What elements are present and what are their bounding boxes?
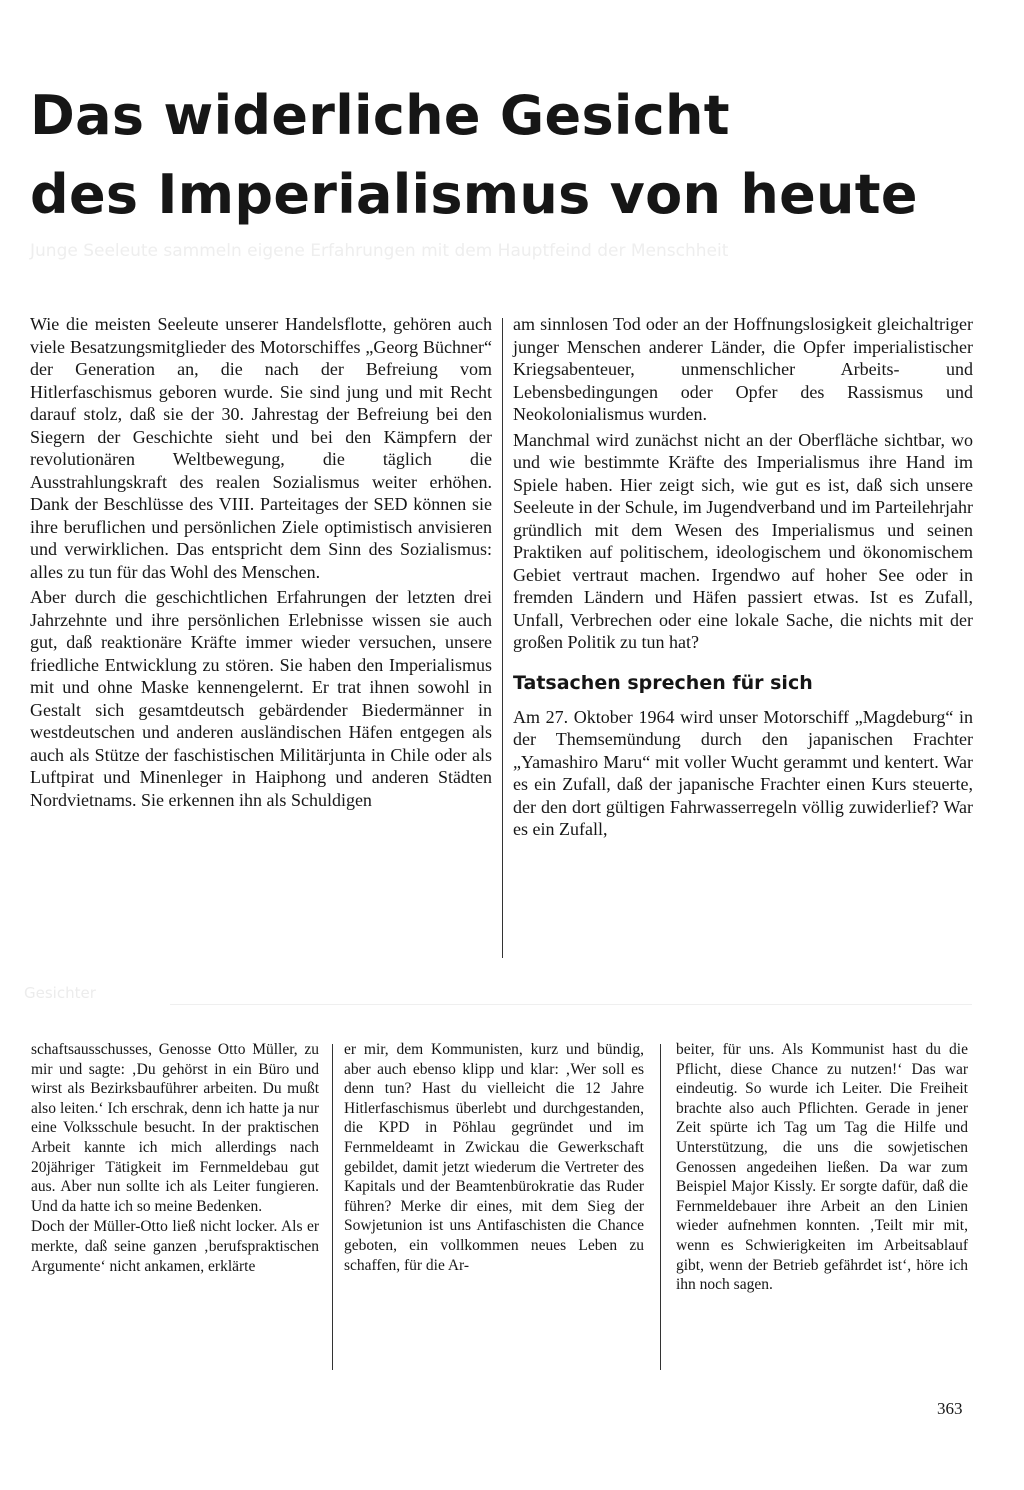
lower-column-1 bbox=[31, 1040, 319, 1276]
paragraph: beiter, für uns. Als Kommunist hast du die Pflicht, diese Chance zu nutzen!‘ Das war eindeutig. So wurde ich Leiter. Die Freiheit brachte also auch Pflichten. Gerade in jener Zeit spürte ich Tag um Tag die Hilfe und Unterstützung, die uns die sowjetischen Genossen angedeihen ließen. Da war zum Beispiel Major Kissly. Er sorgte dafür, daß die Fernmeldebauer ihre Arbeit an den Linien wieder aufnehmen konnten. ‚Teilt mir mit, wenn es Schwierigkeiten im Arbeitsablauf gibt, wenn der Betrieb gefährdet ist‘, höre ich ihn noch sagen. bbox=[676, 1041, 968, 1294]
paragraph: Doch der Müller-Otto ließ nicht locker. Als er merkte, daß seine ganzen ‚berufspraktischen Argumente‘ nicht ankamen, erklärte bbox=[31, 1218, 319, 1275]
faded-rule bbox=[170, 1004, 972, 1005]
lower-column-2 bbox=[344, 1040, 644, 1275]
article-title bbox=[30, 76, 990, 234]
paragraph: schaftsausschusses, Genosse Otto Müller, zu mir und sagte: ‚Du gehörst in ein Büro und wirst als Bezirksbauführer arbeiten. Du mußt also leiten.‘ Ich erschrak, denn ich hatte ja nur eine Volksschule besucht. In der praktischen Arbeit kannte ich mich allerdings nach 20jähriger Tätigkeit im Fernmeldebau gut aus. Aber nun sollte ich als Leiter fungieren. Und da hatte ich so meine Bedenken. bbox=[31, 1041, 319, 1215]
article-column-2 bbox=[513, 313, 973, 841]
title-line-2: des Imperialismus von heute bbox=[30, 163, 918, 226]
column-divider bbox=[660, 1044, 661, 1370]
article-subtitle: Junge Seeleute sammeln eigene Erfahrungen mit dem Hauptfeind der Menschheit bbox=[30, 241, 729, 261]
paragraph: am sinnlosen Tod oder an der Hoffnungslosigkeit gleichaltriger junger Menschen anderer Länder, die Opfer imperialistischer Kriegsabenteuer, unmenschlicher Arbeits- und Lebensbedingungen oder Opfer des Rassismus und Neokolonialismus wurden. bbox=[513, 314, 973, 424]
faded-section-label: Gesichter bbox=[24, 984, 96, 1002]
page-number: 363 bbox=[937, 1399, 963, 1418]
paragraph: Wie die meisten Seeleute unserer Handelsflotte, gehören auch viele Besatzungsmitglieder des Motorschiffes „Georg Büchner“ der Generation an, die nach der Befreiung vom Hitlerfaschismus geboren wurde. Sie sind jung und mit Recht darauf stolz, daß sie der 30. Jahrestag der Befreiung bei den Siegern der Geschichte sieht und bei den Kämpfern der revolutionären Weltbewegung, die täglich die Ausstrahlungskraft des realen Sozialismus weiter erhöhen. Dank der Beschlüsse des VIII. Parteitages der SED können sie ihre beruflichen und persönlichen Ziele optimistisch anvisieren und verwirklichen. Das entspricht dem Sinn des Sozialismus: alles zu tun für das Wohl des Menschen. bbox=[30, 314, 492, 582]
column-divider bbox=[502, 318, 503, 958]
paragraph: er mir, dem Kommunisten, kurz und bündig, aber auch ebenso klipp und klar: ‚Wer soll es denn tun? Hast du vielleicht die 12 Jahre Hitlerfaschismus überlebt und durchgestanden, die KPD in Pöhlau gegründet und im Fernmeldeamt in Zwickau die Gewerkschaft gebildet, damit jetzt wiederum die Vertreter des Kapitals und der Beamtenbürokratie das Ruder führen? Merke dir eines, mit dem Sieg der Sowjetunion ist uns Antifaschisten die Chance geboten, ein vollkommen neues Leben zu schaffen, für die Ar- bbox=[344, 1041, 644, 1274]
section-heading: Tatsachen sprechen für sich bbox=[513, 671, 813, 694]
article-column-1 bbox=[30, 313, 492, 811]
title-line-1: Das widerliche Gesicht bbox=[30, 84, 730, 147]
column-divider bbox=[332, 1044, 333, 1370]
lower-column-3 bbox=[676, 1040, 968, 1295]
paragraph: Manchmal wird zunächst nicht an der Oberfläche sichtbar, wo und wie bestimmte Kräfte des Imperialismus ihre Hand im Spiele haben. Hier zeigt sich, wie gut es ist, daß sich unsere Seeleute in der Schule, im Jugendverband und im Parteilehrjahr gründlich mit dem Wesen des Imperialismus und seinen Praktiken auf politischem, ideologischem und ökonomischem Gebiet vertraut machen. Irgendwo auf hoher See oder in fremden Ländern und Häfen passiert etwas. Ist es Zufall, Unfall, Verbrechen oder eine lokale Sache, die nichts mit der großen Politik zu tun hat? bbox=[513, 429, 973, 652]
paragraph: Am 27. Oktober 1964 wird unser Motorschiff „Magdeburg“ in der Themsemündung durch den japanischen Frachter „Yamashiro Maru“ mit voller Wucht gerammt und kentert. War es ein Zufall, daß der japanische Frachter einen Kurs steuerte, der den dort gültigen Fahrwasserregeln völlig zuwiderlief? War es ein Zufall, bbox=[513, 706, 973, 839]
paragraph: Aber durch die geschichtlichen Erfahrungen der letzten drei Jahrzehnte und ihre persönlichen Erlebnisse wissen sie auch gut, daß reaktionäre Kräfte immer wieder versuchen, unsere friedliche Entwicklung zu stören. Sie haben den Imperialismus mit und ohne Maske kennengelernt. Er trat ihnen sowohl in Gestalt sich gesamtdeutsch gebärdender Biedermänner in westdeutschen und anderen ausländischen Häfen entgegen als auch als Stütze der faschistischen Militärjunta in Chile oder als Luftpirat und Minenleger in Haiphong und anderen Städten Nordvietnams. Sie erkennen ihn als Schuldigen bbox=[30, 587, 492, 810]
